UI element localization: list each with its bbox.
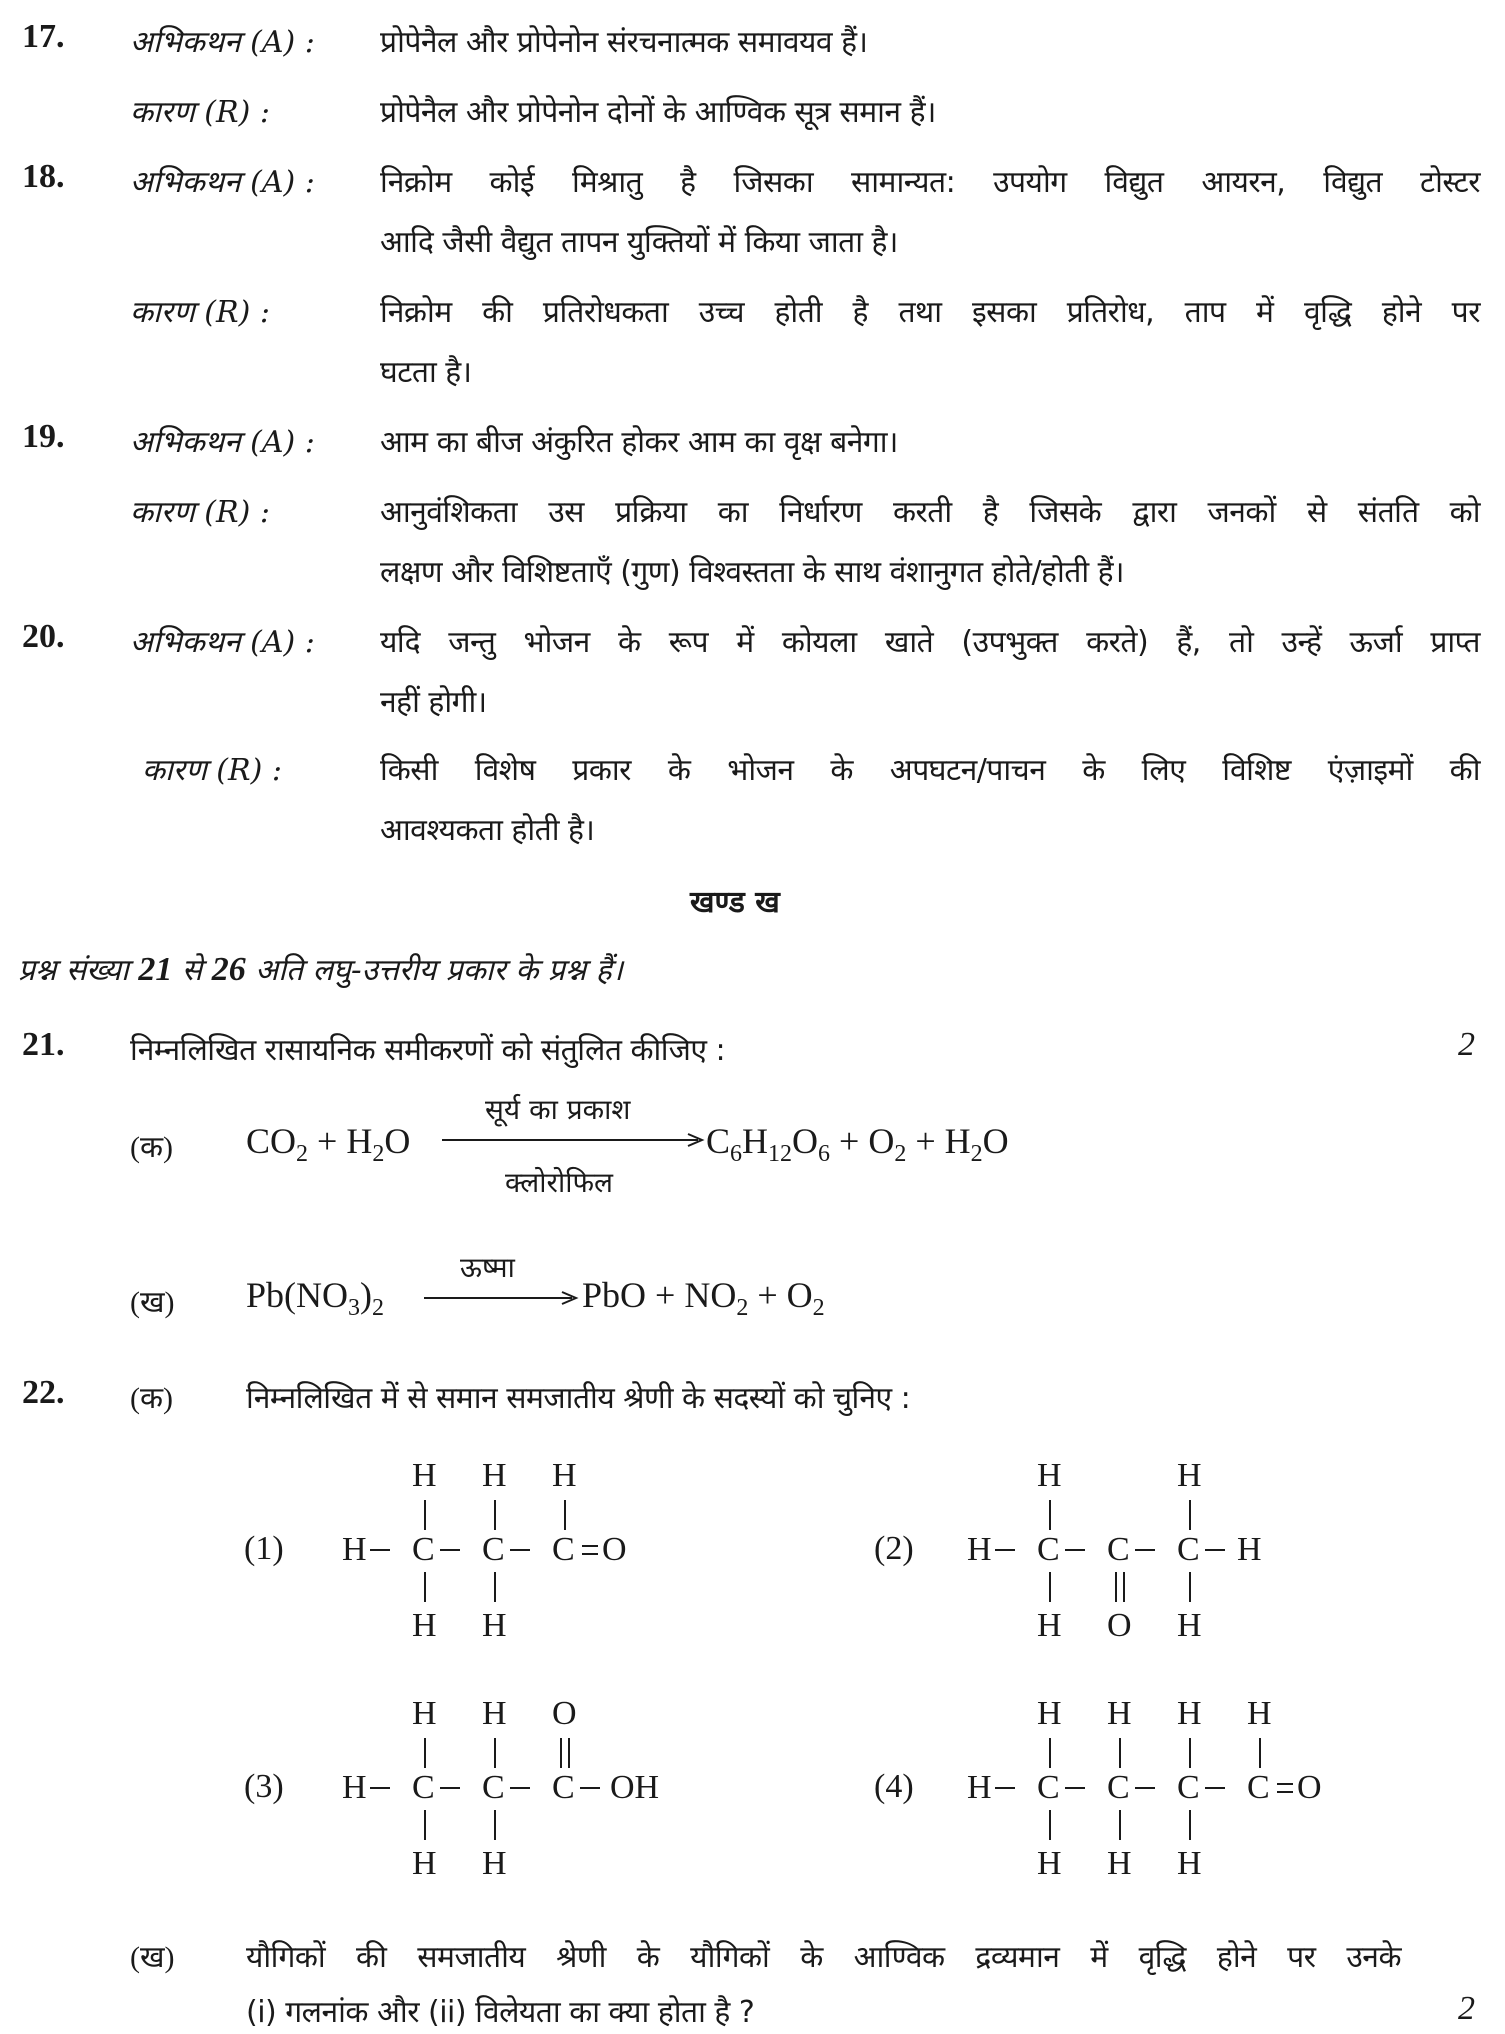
svg-text:H: H bbox=[1107, 1695, 1132, 1732]
part-label: (ख) bbox=[130, 1286, 175, 1319]
question-number: 22. bbox=[22, 1374, 65, 1411]
svg-text:O: O bbox=[1297, 1769, 1322, 1806]
reactants: $CO_2 + H_2O$ bbox=[246, 1121, 411, 1167]
svg-text:C: C bbox=[1037, 1531, 1060, 1568]
svg-text:H: H bbox=[1037, 1457, 1062, 1494]
part-a-text: निम्नलिखित में से समान समजातीय श्रेणी के सदस्यों को चुनिए : bbox=[246, 1381, 911, 1416]
reason-text-line-2: घटता है। bbox=[380, 355, 472, 390]
arrow-condition-above: ऊष्मा bbox=[460, 1251, 515, 1284]
svg-text:H: H bbox=[482, 1457, 507, 1494]
arrow-condition-above: सूर्य का प्रकाश bbox=[485, 1093, 631, 1126]
svg-text:C: C bbox=[412, 1531, 435, 1568]
svg-text:C: C bbox=[552, 1531, 575, 1568]
products: PbO + $NO_2 + O_2$ bbox=[582, 1275, 825, 1321]
reason-label: कारण (R) : bbox=[130, 495, 270, 530]
svg-text:C: C bbox=[1107, 1531, 1130, 1568]
svg-text:H: H bbox=[1177, 1695, 1202, 1732]
question-number: 18. bbox=[22, 158, 65, 195]
svg-text:O: O bbox=[552, 1695, 577, 1732]
assertion-text-line-2: आदि जैसी वैद्युत तापन युक्तियों में किया जाता है। bbox=[380, 225, 898, 260]
svg-text:H: H bbox=[1237, 1531, 1262, 1568]
svg-text:H: H bbox=[412, 1457, 437, 1494]
svg-text:O: O bbox=[602, 1531, 627, 1568]
assertion-text-line-1: निक्रोम कोई मिश्रातु है जिसका सामान्यत: उपयोग विद्युत आयरन, विद्युत टोस्टर bbox=[380, 165, 1480, 200]
butanal-structure-icon bbox=[955, 1688, 1355, 1888]
svg-text:O: O bbox=[1107, 1607, 1132, 1644]
reason-label: कारण (R) : bbox=[130, 95, 270, 130]
svg-text:H: H bbox=[412, 1845, 437, 1882]
structure-label: (3) bbox=[244, 1768, 284, 1805]
question-number: 19. bbox=[22, 418, 65, 455]
structure-label: (1) bbox=[244, 1530, 284, 1567]
part-label: (क) bbox=[130, 1131, 174, 1164]
svg-text:H: H bbox=[1037, 1845, 1062, 1882]
svg-text:H: H bbox=[1177, 1607, 1202, 1644]
note-suffix: अति लघु-उत्तरीय प्रकार के प्रश्न हैं। bbox=[255, 953, 624, 988]
svg-text:H: H bbox=[482, 1845, 507, 1882]
products: $C_6H_{12}O_6 + O_2 + H_2O$ bbox=[706, 1121, 1009, 1167]
reason-text: प्रोपेनैल और प्रोपेनोन दोनों के आण्विक सूत्र समान हैं। bbox=[380, 95, 936, 130]
structure-label: (2) bbox=[874, 1530, 914, 1567]
svg-text:H: H bbox=[1107, 1845, 1132, 1882]
svg-text:H: H bbox=[482, 1695, 507, 1732]
assertion-text-line-2: नहीं होगी। bbox=[380, 685, 487, 720]
svg-text:H: H bbox=[1037, 1695, 1062, 1732]
assertion-text: आम का बीज अंकुरित होकर आम का वृक्ष बनेगा। bbox=[380, 425, 898, 460]
reason-label: कारण (R) : bbox=[130, 295, 270, 330]
structure-label: (4) bbox=[874, 1768, 914, 1805]
svg-text:H: H bbox=[967, 1531, 992, 1568]
svg-text:H: H bbox=[482, 1607, 507, 1644]
part-label: (ख) bbox=[130, 1941, 175, 1974]
propanoic-acid-structure-icon bbox=[330, 1688, 690, 1888]
svg-text:H: H bbox=[967, 1769, 992, 1806]
svg-text:H: H bbox=[412, 1695, 437, 1732]
note-to: 26 bbox=[211, 951, 246, 988]
svg-text:C: C bbox=[482, 1531, 505, 1568]
note-mid: से bbox=[181, 953, 203, 988]
reason-text-line-2: आवश्यकता होती है। bbox=[380, 813, 595, 848]
svg-text:C: C bbox=[482, 1769, 505, 1806]
svg-text:H: H bbox=[1177, 1457, 1202, 1494]
reason-text-line-2: लक्षण और विशिष्टताएँ (गुण) विश्वस्तता के साथ वंशानुगत होते/होती हैं। bbox=[380, 555, 1124, 590]
reason-label: कारण (R) : bbox=[142, 753, 282, 788]
reason-text-line-1: निक्रोम की प्रतिरोधकता उच्च होती है तथा इसका प्रतिरोध, ताप में वृद्धि होने पर bbox=[380, 295, 1480, 330]
propanal-structure-icon bbox=[330, 1450, 670, 1650]
reaction-arrow-icon bbox=[422, 1288, 582, 1308]
svg-text:H: H bbox=[412, 1607, 437, 1644]
svg-text:C: C bbox=[1037, 1769, 1060, 1806]
question-number: 17. bbox=[22, 18, 65, 55]
reactants: $Pb(NO_3)_2$ bbox=[246, 1275, 385, 1321]
assertion-text: प्रोपेनैल और प्रोपेनोन संरचनात्मक समावयव हैं। bbox=[380, 25, 868, 60]
svg-text:OH: OH bbox=[610, 1769, 660, 1806]
svg-text:H: H bbox=[552, 1457, 577, 1494]
part-b-text-line-2: (i) गलनांक और (ii) विलेयता का क्या होता है ? bbox=[246, 1995, 755, 2030]
svg-text:H: H bbox=[342, 1531, 367, 1568]
svg-text:H: H bbox=[342, 1769, 367, 1806]
note-prefix: प्रश्न संख्या bbox=[18, 953, 129, 988]
section-title: खण्ड ख bbox=[690, 885, 780, 920]
svg-text:H: H bbox=[1037, 1607, 1062, 1644]
part-b-text-line-1: यौगिकों की समजातीय श्रेणी के यौगिकों के आण्विक द्रव्यमान में वृद्धि होने पर उनके bbox=[246, 1940, 1401, 1975]
svg-text:C: C bbox=[412, 1769, 435, 1806]
svg-text:C: C bbox=[1177, 1769, 1200, 1806]
svg-text:H: H bbox=[1247, 1695, 1272, 1732]
question-text: निम्नलिखित रासायनिक समीकरणों को संतुलित कीजिए : bbox=[130, 1033, 726, 1068]
assertion-label: अभिकथन (A) : bbox=[130, 165, 315, 200]
note-from: 21 bbox=[138, 951, 173, 988]
assertion-label: अभिकथन (A) : bbox=[130, 25, 315, 60]
arrow-condition-below: क्लोरोफिल bbox=[505, 1166, 614, 1199]
assertion-label: अभिकथन (A) : bbox=[130, 625, 315, 660]
assertion-text-line-1: यदि जन्तु भोजन के रूप में कोयला खाते (उपभुक्त करते) हैं, तो उन्हें ऊर्जा प्राप्त bbox=[380, 625, 1480, 660]
part-label: (क) bbox=[130, 1382, 174, 1415]
svg-text:H: H bbox=[1177, 1845, 1202, 1882]
marks: 2 bbox=[1458, 1990, 1475, 2027]
propanone-structure-icon bbox=[955, 1450, 1295, 1650]
svg-text:C: C bbox=[552, 1769, 575, 1806]
reason-text-line-1: आनुवंशिकता उस प्रक्रिया का निर्धारण करती है जिसके द्वारा जनकों से संतति को bbox=[380, 495, 1480, 530]
svg-text:C: C bbox=[1177, 1531, 1200, 1568]
reaction-arrow-icon bbox=[440, 1130, 710, 1150]
assertion-label: अभिकथन (A) : bbox=[130, 425, 315, 460]
question-number: 21. bbox=[22, 1026, 65, 1063]
section-note bbox=[18, 948, 623, 989]
question-number: 20. bbox=[22, 618, 65, 655]
marks: 2 bbox=[1458, 1026, 1475, 1063]
reason-text-line-1: किसी विशेष प्रकार के भोजन के अपघटन/पाचन के लिए विशिष्ट एंज़ाइमों की bbox=[380, 753, 1480, 788]
svg-text:C: C bbox=[1247, 1769, 1270, 1806]
svg-text:C: C bbox=[1107, 1769, 1130, 1806]
